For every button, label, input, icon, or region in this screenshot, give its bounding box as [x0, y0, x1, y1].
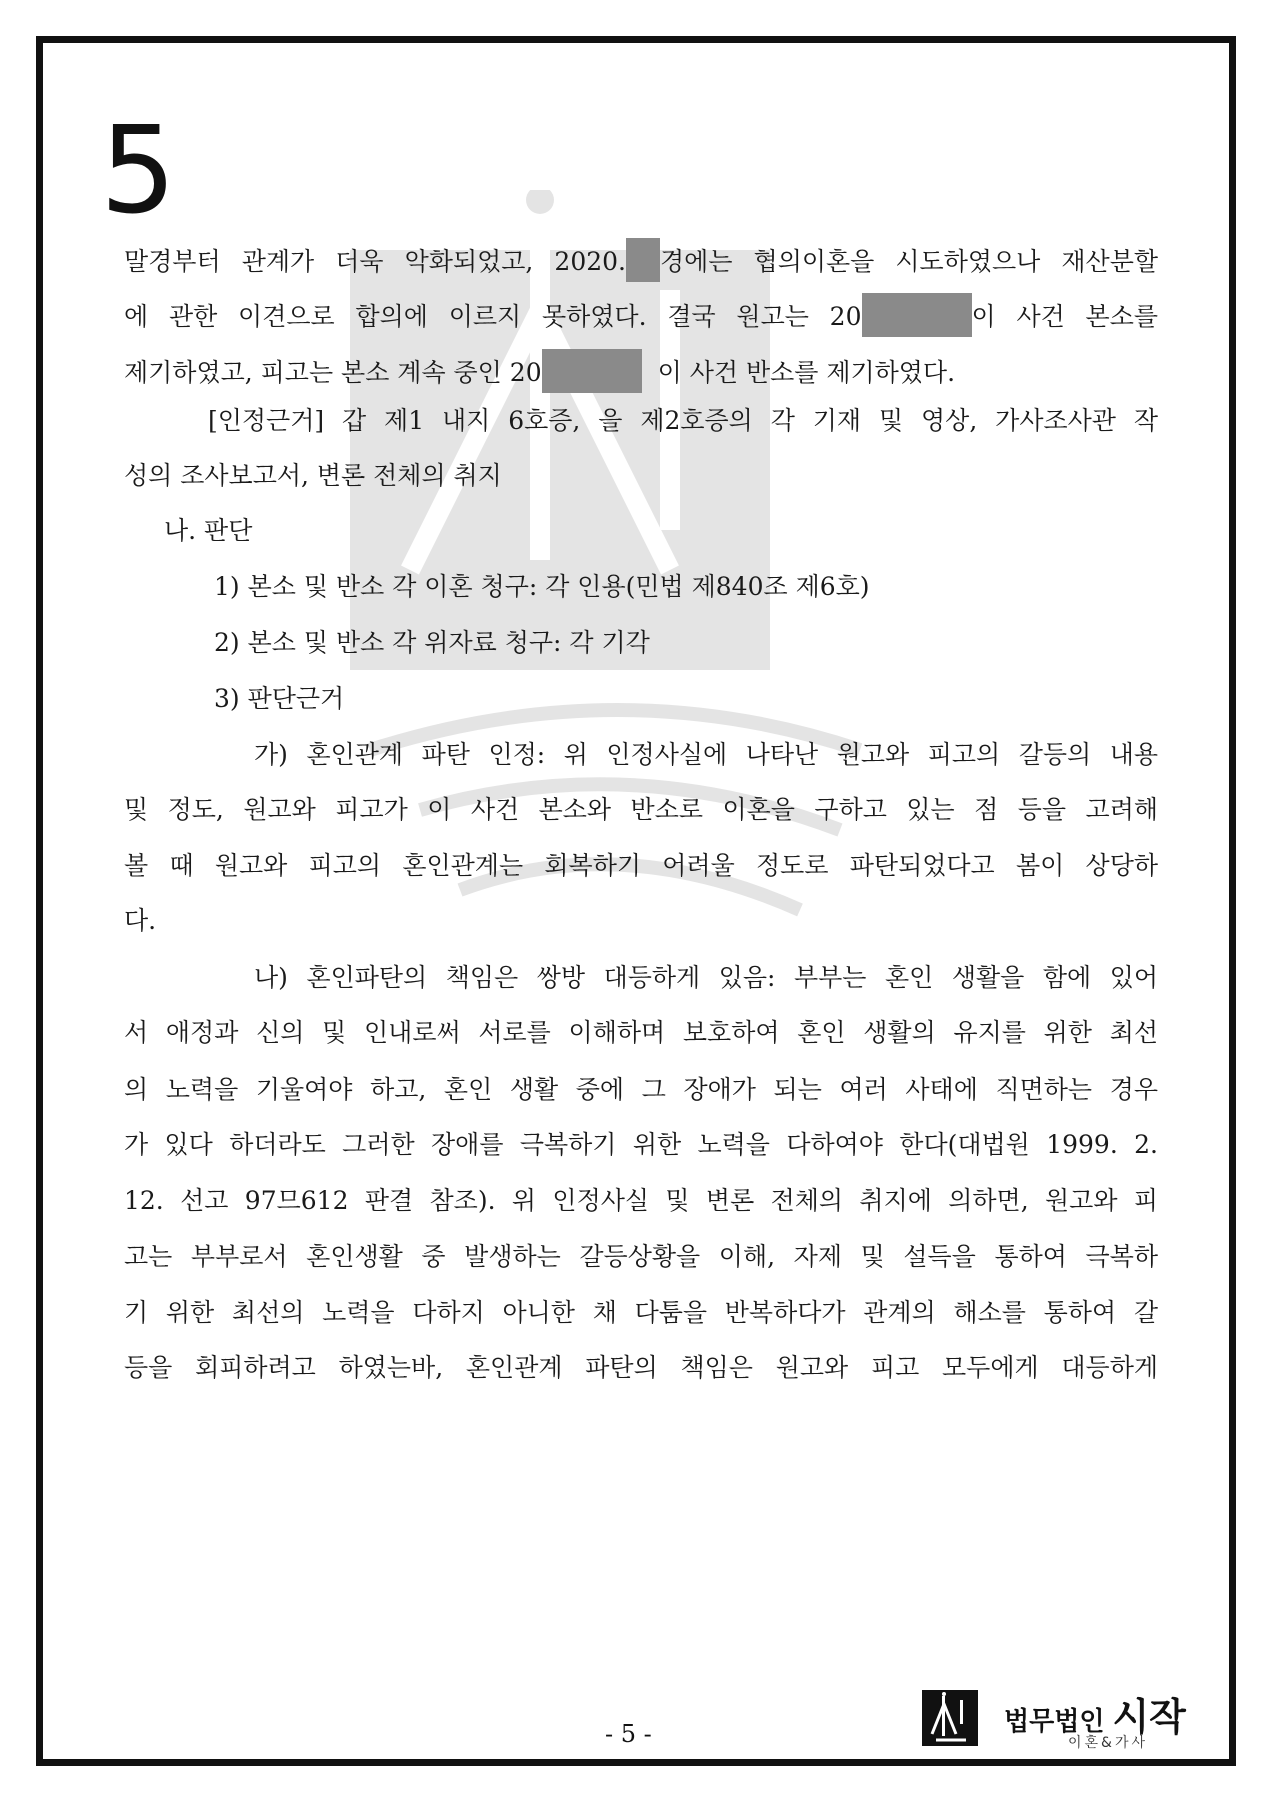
logo-mark-icon	[922, 1690, 978, 1746]
text-line-2	[124, 293, 1158, 337]
text-line-14: 나) 혼인파탄의 책임은 쌍방 대등하게 있음: 부부는 혼인 생활을 함에 있어	[254, 963, 1158, 992]
text-line-1	[124, 238, 1158, 282]
text-line-11: 및 정도, 원고와 피고가 이 사건 본소와 반소로 이혼을 구하고 있는 점 등을 고려해	[124, 795, 1158, 824]
text-line-5: 성의 조사보고서, 변론 전체의 취지	[124, 461, 502, 490]
firm-name-prefix: 법무법인	[1004, 1707, 1105, 1737]
text-segment: 경에는 협의이혼을 시도하였으나 재산분할	[660, 247, 1159, 276]
text-line-9: 3) 판단근거	[214, 684, 345, 713]
text-line-3	[124, 349, 1158, 393]
text-line-16: 의 노력을 기울여야 하고, 혼인 생활 중에 그 장애가 되는 여러 사태에 직면하는 경우	[124, 1075, 1158, 1104]
text-line-17: 가 있다 하더라도 그러한 장애를 극복하기 위한 노력을 다하여야 한다(대법원 1999. 2.	[124, 1130, 1158, 1159]
text-segment: 말경부터 관계가 더욱 악화되었고, 2020.	[124, 247, 627, 276]
redaction-box	[542, 349, 642, 393]
text-line-8: 2) 본소 및 반소 각 위자료 청구: 각 기각	[214, 628, 650, 657]
text-line-15: 서 애정과 신의 및 인내로써 서로를 이해하며 보호하여 혼인 생활의 유지를 위한 최선	[124, 1018, 1158, 1047]
text-line-20: 기 위한 최선의 노력을 다하지 아니한 채 다툼을 반복하다가 관계의 해소를 통하여 갈	[124, 1298, 1158, 1327]
text-line-4: [인정근거] 갑 제1 내지 6호증, 을 제2호증의 각 기재 및 영상, 가사조사관 작	[208, 406, 1158, 435]
text-line-21: 등을 회피하려고 하였는바, 혼인관계 파탄의 책임은 원고와 피고 모두에게 대등하게	[124, 1353, 1158, 1382]
text-segment: 에 관한 이견으로 합의에 이르지 못하였다. 결국 원고는 20	[124, 302, 862, 331]
footer-page-number: - 5 -	[605, 1720, 652, 1748]
text-line-10: 가) 혼인관계 파탄 인정: 위 인정사실에 나타난 원고와 피고의 갈등의 내용	[254, 740, 1158, 769]
page-number-large: 5	[100, 102, 177, 241]
text-segment: 제기하였고, 피고는 본소 계속 중인 20	[124, 358, 542, 387]
text-line-13: 다.	[124, 906, 157, 935]
text-line-12: 볼 때 원고와 피고의 혼인관계는 회복하기 어려울 정도로 파탄되었다고 봄이 상당하	[124, 851, 1158, 880]
redaction-box	[862, 293, 972, 337]
firm-name-main: 시작	[1112, 1695, 1186, 1739]
text-line-7: 1) 본소 및 반소 각 이혼 청구: 각 인용(민법 제840조 제6호)	[214, 572, 870, 601]
text-line-19: 고는 부부로서 혼인생활 중 발생하는 갈등상황을 이해, 자제 및 설득을 통하여 극복하	[124, 1242, 1158, 1271]
text-line-18: 12. 선고 97므612 판결 참조). 위 인정사실 및 변론 전체의 취지에 의하면, 원고와 피	[124, 1186, 1158, 1215]
text-segment: 이 사건 본소를	[971, 302, 1159, 331]
text-segment: 이 사건 반소를 제기하였다.	[657, 358, 956, 387]
firm-subtitle: 이혼&가사	[1068, 1735, 1149, 1751]
redaction-box	[626, 238, 660, 282]
firm-logo	[922, 1686, 1212, 1752]
section-heading: 나. 판단	[164, 516, 253, 545]
